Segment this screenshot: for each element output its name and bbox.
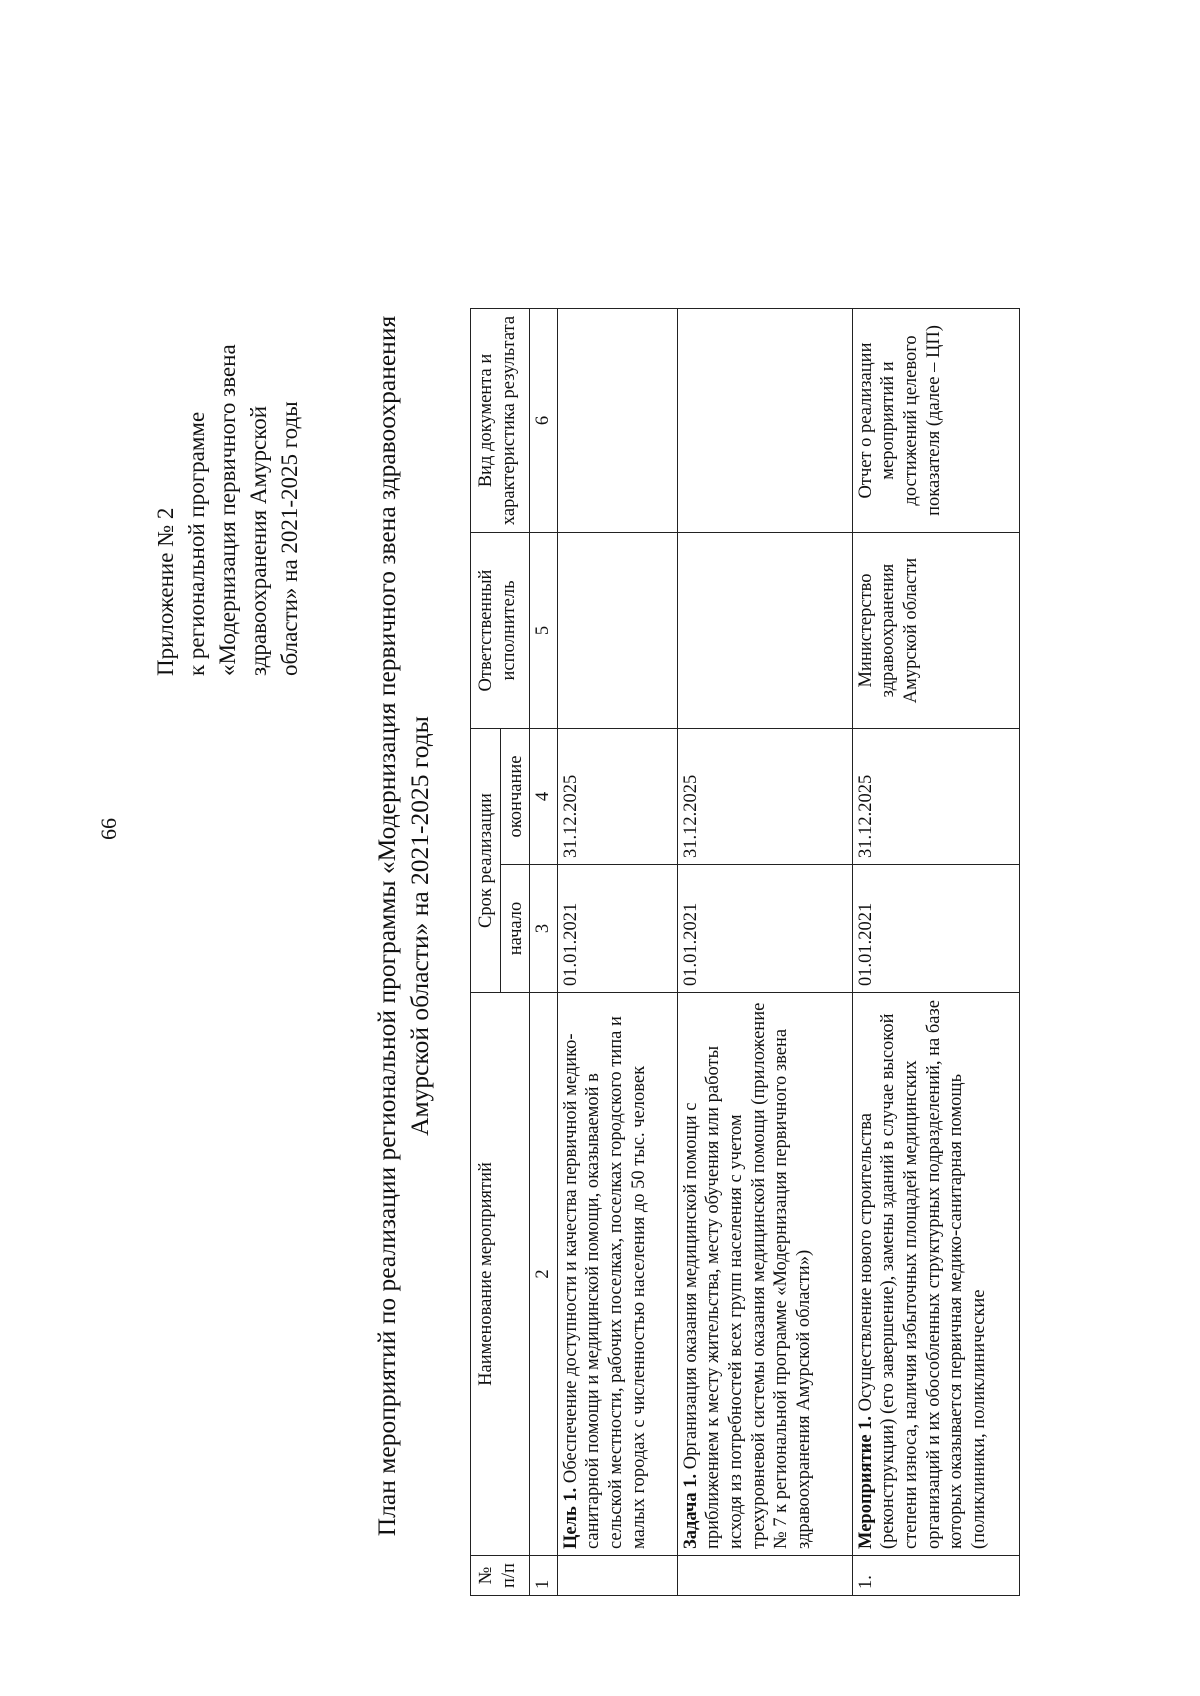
- appendix-note: [150, 56, 305, 676]
- column-number: 3: [530, 865, 558, 993]
- column-number-row: [530, 309, 558, 1596]
- table-row: [852, 309, 1019, 1596]
- table-row: [677, 309, 852, 1596]
- row-text: Обеспечение доступности и качества первичной медико-санитарной помощи и медицинской помощи, оказываемой в сельской местности, рабочих поселках, поселках городского типа и малых городах с численностью населения до 50 тыс. человек: [560, 1016, 649, 1549]
- appendix-line: к региональной программе: [184, 411, 209, 676]
- appendix-line: области» на 2021-2025 годы: [277, 401, 302, 676]
- header-period: Срок реализации: [471, 729, 501, 993]
- row-label: Мероприятие 1.: [855, 1415, 876, 1549]
- row-text: Осуществление нового строительства (реконструкции) (его завершение), замены зданий в случае высокой степени износа, наличия избыточных площадей медицинских организаций и их обособленных структурных подразделений, на базе которых оказывается первичная медико-санитарная помощь (поликлиники, поликлинические: [855, 999, 989, 1549]
- header-row: [471, 309, 501, 1596]
- column-number: 5: [530, 533, 558, 729]
- column-number: 4: [530, 729, 558, 865]
- table-row: [557, 309, 677, 1596]
- row-executor: Министерство здравоохранения Амурской области: [852, 533, 1019, 729]
- row-start: 01.01.2021: [677, 865, 852, 993]
- row-label: Задача 1.: [680, 1473, 701, 1549]
- plan-table: [470, 308, 1020, 1596]
- header-document: Вид документа и характеристика результата: [471, 309, 530, 533]
- appendix-line: здравоохранения Амурской: [246, 405, 271, 676]
- page-number: 66: [96, 818, 121, 840]
- row-num: [677, 1556, 852, 1596]
- column-number: 1: [530, 1556, 558, 1596]
- row-start: 01.01.2021: [852, 865, 1019, 993]
- document-title: [370, 236, 436, 1616]
- row-executor: [677, 533, 852, 729]
- appendix-line: «Модернизация первичного звена: [215, 344, 240, 676]
- title-line: Амурской области» на 2021-2025 годы: [405, 716, 434, 1136]
- row-document: Отчет о реализации мероприятий и достижений целевого показателя (далее – ЦП): [852, 309, 1019, 533]
- row-executor: [557, 533, 677, 729]
- row-document: [677, 309, 852, 533]
- header-executor: Ответственный исполнитель: [471, 533, 530, 729]
- row-document: [557, 309, 677, 533]
- header-start: начало: [500, 865, 530, 993]
- column-number: 6: [530, 309, 558, 533]
- column-number: 2: [530, 993, 558, 1556]
- row-name: [677, 993, 852, 1556]
- row-name: [557, 993, 677, 1556]
- row-num: [557, 1556, 677, 1596]
- row-end: 31.12.2025: [557, 729, 677, 865]
- header-name: Наименование мероприятий: [471, 993, 530, 1556]
- header-num: № п/п: [471, 1556, 530, 1596]
- header-end: окончание: [500, 729, 530, 865]
- row-label: Цель 1.: [560, 1487, 581, 1549]
- row-end: 31.12.2025: [852, 729, 1019, 865]
- appendix-line: Приложение № 2: [153, 507, 178, 676]
- row-num: 1.: [852, 1556, 1019, 1596]
- row-name: [852, 993, 1019, 1556]
- row-end: 31.12.2025: [677, 729, 852, 865]
- title-line: План мероприятий по реализации региональной программы «Модернизация первичного звена здравоохранения: [372, 315, 401, 1537]
- row-start: 01.01.2021: [557, 865, 677, 993]
- row-text: Организация оказания медицинской помощи с приближением к месту жительства, месту обучения или работы исходя из потребностей всех групп населения с учетом трехуровневой системы оказания медицинской помощи (приложение № 7 к региональной программе «Модернизация первичного звена здравоохранения Амурской области»): [680, 1002, 814, 1549]
